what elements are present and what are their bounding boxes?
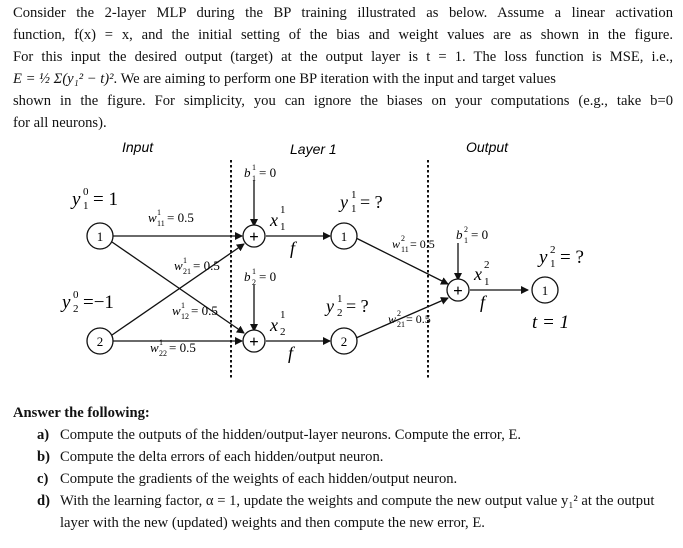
input-2-label-sub: 2 (73, 303, 79, 315)
x2-1-sub: 2 (280, 326, 286, 338)
weight-w12-layer1 (172, 301, 218, 321)
hidden-1-value: = ? (360, 192, 383, 212)
problem-line-4 (13, 68, 673, 90)
w21-1-sub: 21 (183, 267, 191, 276)
hidden-2-sub: 2 (337, 307, 343, 319)
problem-line-5: shown in the figure. For simplicity, you can ignore the biases on your computations (e.g., take b=0 (13, 93, 673, 109)
x2-1-x: x (270, 315, 278, 335)
loss-formula: E = ½ Σ(y₁² − t)² (13, 71, 114, 87)
output-sup: 2 (550, 244, 556, 256)
bias-b1-layer1 (244, 163, 276, 183)
input-2-label-sup: 0 (73, 289, 79, 301)
w11-1-value: = 0.5 (167, 210, 194, 225)
input-1-label-value: = 1 (93, 189, 118, 210)
weight-w21-layer2 (388, 309, 431, 329)
answers-heading: Answer the following: (13, 405, 150, 421)
b1-1-b: b (244, 165, 251, 180)
input-neuron-1-id: 1 (96, 229, 104, 244)
w22-1-sub: 22 (159, 349, 167, 358)
w11-2-sup: 2 (401, 234, 405, 243)
x1-2-x: x (474, 264, 482, 284)
x1-2-sub: 1 (484, 276, 490, 288)
hidden-1-label (338, 189, 383, 215)
w11-1-sup: 1 (157, 208, 161, 217)
w21-1-w: w (174, 258, 183, 273)
sum-node-output-plus: + (453, 281, 463, 300)
problem-line-1: Consider the 2-layer MLP during the BP training illustrated as below. Assume a linear activation (13, 5, 673, 21)
weight-w11-layer1 (148, 208, 194, 228)
input-2-label-value: =−1 (83, 292, 114, 313)
input-2-label-y: y (62, 292, 71, 313)
answer-text-c: Compute the gradients of the weights of each hidden/output neuron. (60, 471, 458, 487)
answers-list (13, 424, 673, 534)
bias-b1-layer2 (456, 225, 488, 245)
b2-1-b: b (244, 269, 251, 284)
answer-text-d: With the learning factor, α = 1, update the weights and compute the new output value y₁² at the output layer with the new (updated) weights and then compute the new error, E. (60, 493, 655, 531)
b1-1-value: = 0 (259, 165, 277, 180)
activation-f-out: f (480, 292, 486, 312)
x2-1-sup: 1 (280, 309, 286, 321)
sum-node-1-plus: + (249, 227, 259, 246)
problem-line-6: for all neurons). (13, 115, 107, 131)
hidden-2-sup: 1 (337, 293, 343, 305)
w12-1-w: w (172, 303, 181, 318)
w22-1-sup: 1 (159, 338, 163, 347)
hidden-neuron-2-id: 2 (340, 334, 348, 349)
b1-1-sup: 1 (252, 163, 256, 172)
activation-f-2: f (288, 343, 294, 363)
edge-w21-1 (112, 242, 244, 333)
output-label (537, 244, 584, 270)
answer-item-b (13, 446, 673, 468)
b2-1-value: = 0 (259, 269, 277, 284)
answer-text-a: Compute the outputs of the hidden/output-layer neurons. Compute the error, E. (60, 427, 522, 443)
x1-1-sup: 1 (280, 204, 286, 216)
answers-section (13, 402, 673, 534)
b1-2-b: b (456, 227, 463, 242)
sum-node-2-plus: + (249, 332, 259, 351)
answer-label-a: a) (37, 427, 50, 443)
answer-label-b: b) (37, 449, 50, 465)
bias-b2-layer1 (244, 267, 276, 287)
answer-text-b: Compute the delta errors of each hidden/output neuron. (60, 449, 384, 465)
b1-2-sup: 2 (464, 225, 468, 234)
input-1-label-sup: 0 (83, 186, 89, 198)
x1-2-sup: 2 (484, 259, 490, 271)
w12-1-value: = 0.5 (191, 303, 218, 318)
output-y: y (539, 247, 548, 268)
header-output: Output (466, 139, 509, 155)
w21-2-sup: 2 (397, 309, 401, 318)
problem-line-3: For this input the desired output (target) at the output layer is t = 1. The loss function is MSE, i.e., (13, 49, 673, 65)
w21-2-sub: 21 (397, 320, 405, 329)
hidden-1-sub: 1 (351, 203, 357, 215)
answer-item-c (13, 468, 673, 490)
w22-1-w: w (150, 340, 159, 355)
hidden-2-y: y (326, 296, 334, 316)
sum-label-x2 (269, 309, 286, 338)
hidden-neuron-1-id: 1 (340, 229, 348, 244)
input-neuron-2-id: 2 (96, 334, 104, 349)
mlp-diagram (0, 130, 683, 400)
input-1-label-y: y (72, 189, 81, 210)
sum-label-x1-output (473, 259, 490, 288)
hidden-1-y: y (340, 192, 348, 212)
weight-w21-layer1 (174, 256, 220, 276)
problem-statement (13, 2, 673, 134)
w12-1-sub: 12 (181, 312, 189, 321)
answer-label-c: c) (37, 471, 49, 487)
x1-1-sub: 1 (280, 221, 286, 233)
w11-2-value: = 0.5 (410, 237, 435, 251)
output-neuron-1-id: 1 (541, 283, 549, 298)
hidden-2-label (324, 293, 369, 319)
output-sub: 1 (550, 258, 556, 270)
w22-1-value: = 0.5 (169, 340, 196, 355)
input-2-label (60, 289, 114, 315)
b1-2-sub: 1 (464, 236, 468, 245)
answer-item-a (13, 424, 673, 446)
w21-2-w: w (388, 312, 397, 326)
input-1-label (70, 186, 118, 212)
w11-1-w: w (148, 210, 157, 225)
target-label: t = 1 (532, 312, 570, 333)
header-layer1: Layer 1 (290, 141, 337, 157)
activation-f-1: f (290, 238, 296, 258)
input-1-label-sub: 1 (83, 200, 89, 212)
b2-1-sup: 1 (252, 267, 256, 276)
answer-item-d (13, 490, 673, 534)
problem-line-2: function, f(x) = x, and the initial setting of the bias and weight values are as shown in the figure. (13, 27, 673, 43)
w21-1-sup: 1 (183, 256, 187, 265)
b1-2-value: = 0 (471, 227, 489, 242)
problem-line-4-rest: . We are aiming to perform one BP iteration with the input and target values (113, 71, 556, 87)
b2-1-sub: 2 (252, 278, 256, 287)
w11-1-sub: 11 (157, 219, 165, 228)
w11-2-w: w (392, 237, 401, 251)
output-value: = ? (560, 247, 584, 268)
w21-2-value: = 0.5 (406, 312, 431, 326)
sum-label-x1 (269, 204, 286, 233)
hidden-1-sup: 1 (351, 189, 357, 201)
b1-1-sub: 1 (252, 174, 256, 183)
header-input: Input (122, 139, 154, 155)
w11-2-sub: 11 (401, 245, 409, 254)
hidden-2-value: = ? (346, 296, 369, 316)
answer-label-d: d) (37, 493, 50, 509)
w12-1-sup: 1 (181, 301, 185, 310)
edge-w21-2 (356, 298, 448, 338)
x1-1-x: x (270, 210, 278, 230)
w21-1-value: = 0.5 (193, 258, 220, 273)
weight-w22-layer1 (150, 338, 196, 358)
